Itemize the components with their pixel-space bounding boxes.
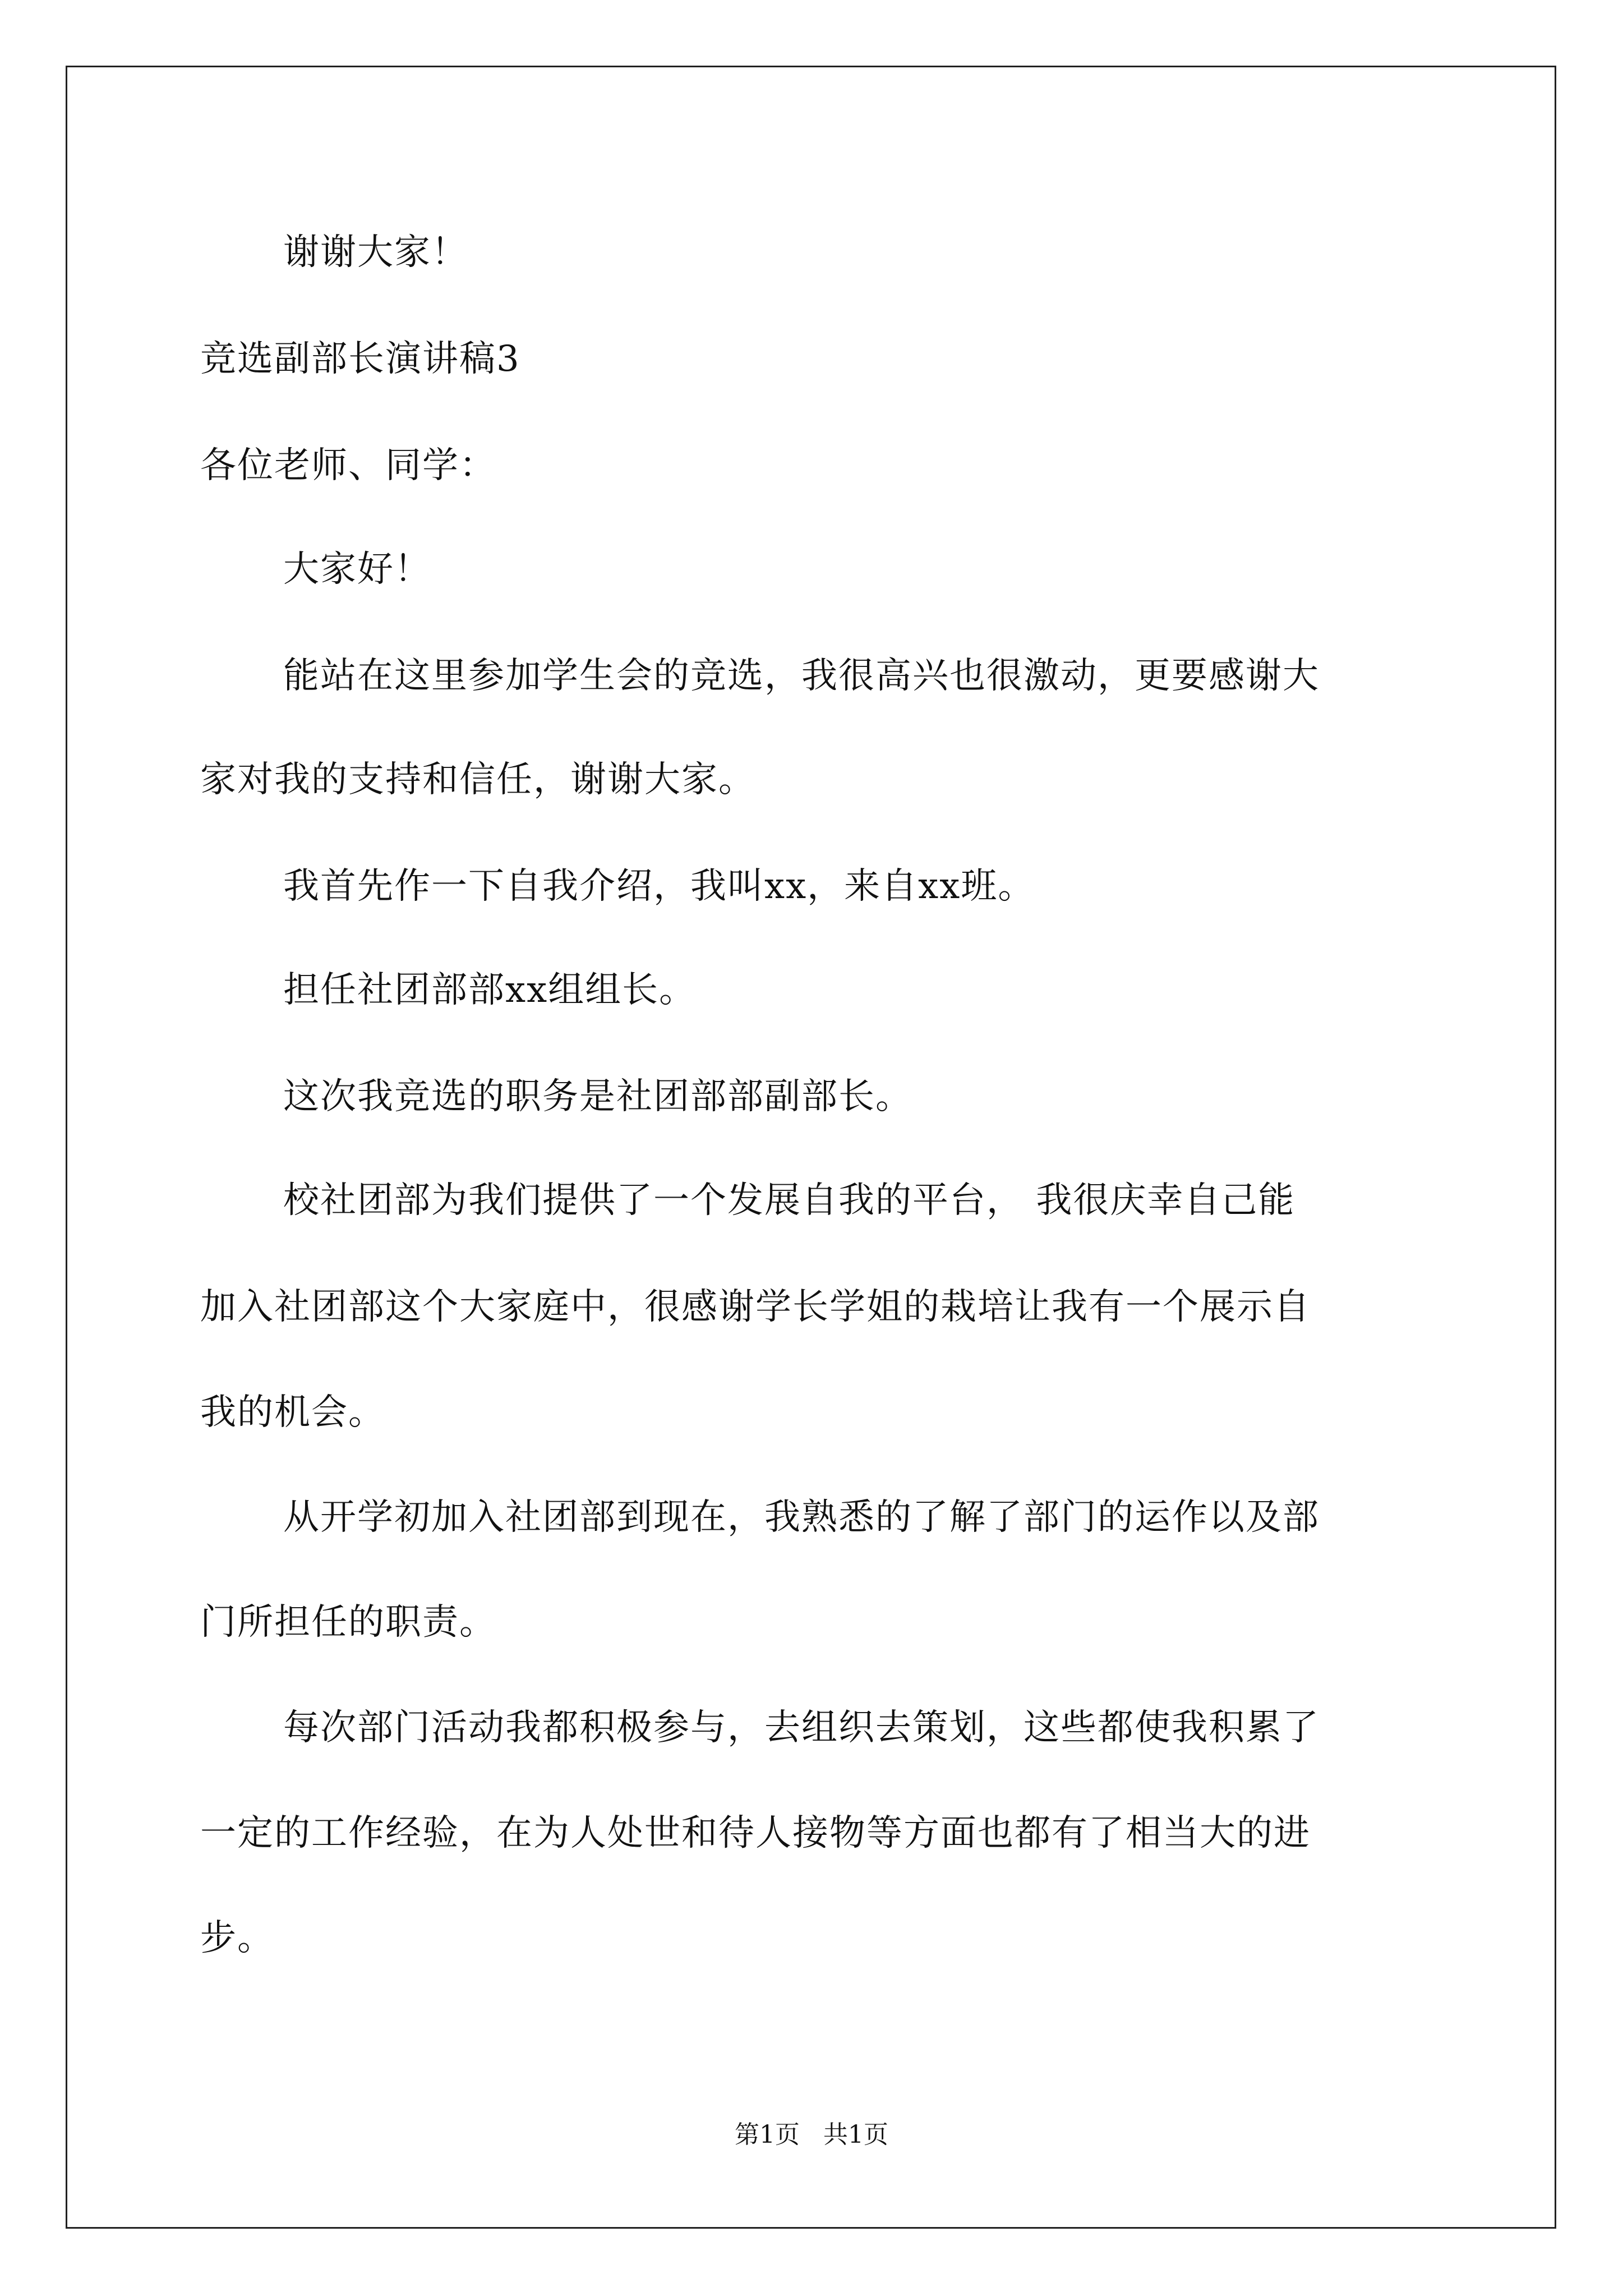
paragraph-line: 步。 [200,1917,274,1959]
paragraph-line: 每次部门活动我都积极参与，去组织去策划，这些都使我积累了 [283,1707,1320,1749]
closing-thanks: 谢谢大家！ [283,232,468,273]
salutation: 各位老师、同学： [200,445,496,486]
speech-title: 竞选副部长演讲稿3 [200,338,520,380]
paragraph-line: 我的机会。 [200,1392,385,1433]
greeting: 大家好！ [283,549,431,590]
paragraph-line: 能站在这里参加学生会的竞选，我很高兴也很激动，更要感谢大 [283,655,1320,697]
paragraph-line: 一定的工作经验，在为人处世和待人接物等方面也都有了相当大的进 [200,1812,1311,1854]
paragraph-line: 门所担任的职责。 [200,1602,496,1643]
paragraph-line: 加入社团部这个大家庭中，很感谢学长学姐的栽培让我有一个展示自 [200,1286,1311,1328]
paragraph-line: 校社团部为我们提供了一个发展自我的平台， 我很庆幸自己能 [283,1180,1295,1221]
page-border [66,66,1556,2229]
paragraph-line: 这次我竞选的职务是社团部部副部长。 [283,1076,912,1117]
paragraph-line: 家对我的支持和信任，谢谢大家。 [200,759,755,800]
page-footer: 第1页 共1页 [735,2120,888,2149]
paragraph-line: 担任社团部部xx组组长。 [283,969,697,1011]
paragraph-line: 从开学初加入社团部到现在，我熟悉的了解了部门的运作以及部 [283,1497,1320,1538]
paragraph-line: 我首先作一下自我介绍，我叫xx，来自xx班。 [283,866,1035,907]
